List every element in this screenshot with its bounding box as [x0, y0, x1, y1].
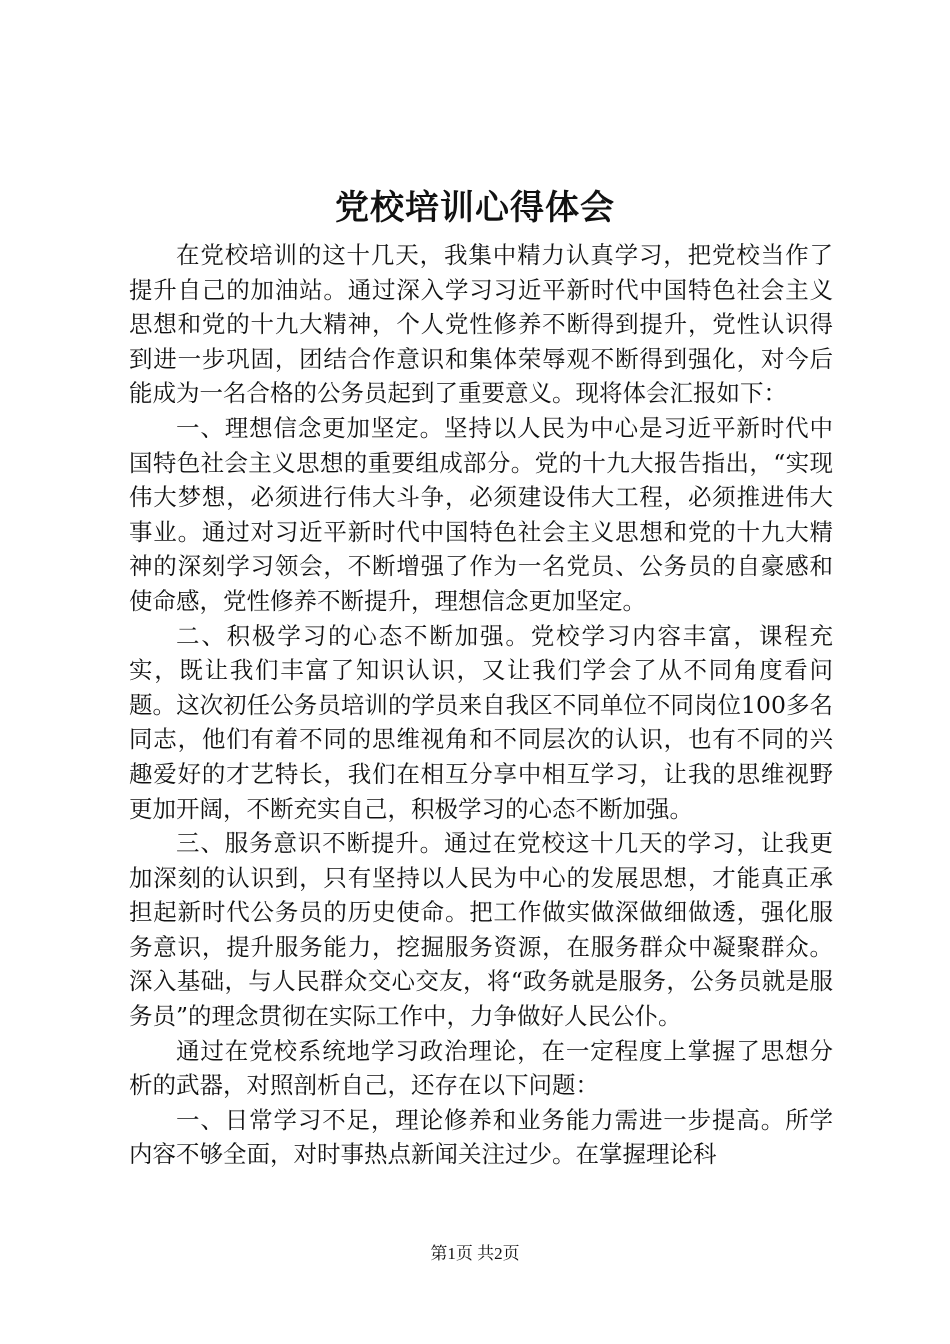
- paragraph-point-3: 三、服务意识不断提升。通过在党校这十几天的学习，让我更加深刻的认识到，只有坚持以人民为中心的发展思想，才能真正承担起新时代公务员的历史使命。把工作做实做深做细做透，强化服务意识，提升服务能力，挖掘服务资源，在服务群众中凝聚群众。深入基础，与人民群众交心交友，将“政务就是服务，公务员就是服务员”的理念贯彻在实际工作中，力争做好人民公仆。: [129, 829, 833, 1031]
- paragraph-intro: 在党校培训的这十几天，我集中精力认真学习，把党校当作了提升自己的加油站。通过深入学习习近平新时代中国特色社会主义思想和党的十九大精神，个人党性修养不断得到提升，党性认识得到进一步巩固，团结合作意识和集体荣辱观不断得到强化，对今后能成为一名合格的公务员起到了重要意义。现将体会汇报如下：: [129, 241, 833, 408]
- page-footer: 第1页 共2页: [430, 1244, 520, 1263]
- document-title: 党校培训心得体会: [335, 188, 615, 228]
- paragraph-point-2: 二、积极学习的心态不断加强。党校学习内容丰富，课程充实，既让我们丰富了知识认识，又让我们学会了从不同角度看问题。这次初任公务员培训的学员来自我区不同单位不同岗位100多名同志，他们有着不同的思维视角和不同层次的认识，也有不同的兴趣爱好的才艺特长，我们在相互分享中相互学习，让我的思维视野更加开阔，不断充实自己，积极学习的心态不断加强。: [129, 621, 833, 823]
- paragraph-problem-1: 一、日常学习不足，理论修养和业务能力需进一步提高。所学内容不够全面，对时事热点新闻关注过少。在掌握理论科: [129, 1105, 833, 1169]
- document-body: [129, 238, 833, 1172]
- paragraph-problems-intro: 通过在党校系统地学习政治理论，在一定程度上掌握了思想分析的武器，对照剖析自己，还存在以下问题：: [129, 1036, 833, 1100]
- paragraph-point-1: 一、理想信念更加坚定。坚持以人民为中心是习近平新时代中国特色社会主义思想的重要组成部分。党的十九大报告指出，“实现伟大梦想，必须进行伟大斗争，必须建设伟大工程，必须推进伟大事业。通过对习近平新时代中国特色社会主义思想和党的十九大精神的深刻学习领会，不断增强了作为一名党员、公务员的自豪感和使命感，党性修养不断提升，理想信念更加坚定。: [129, 413, 833, 615]
